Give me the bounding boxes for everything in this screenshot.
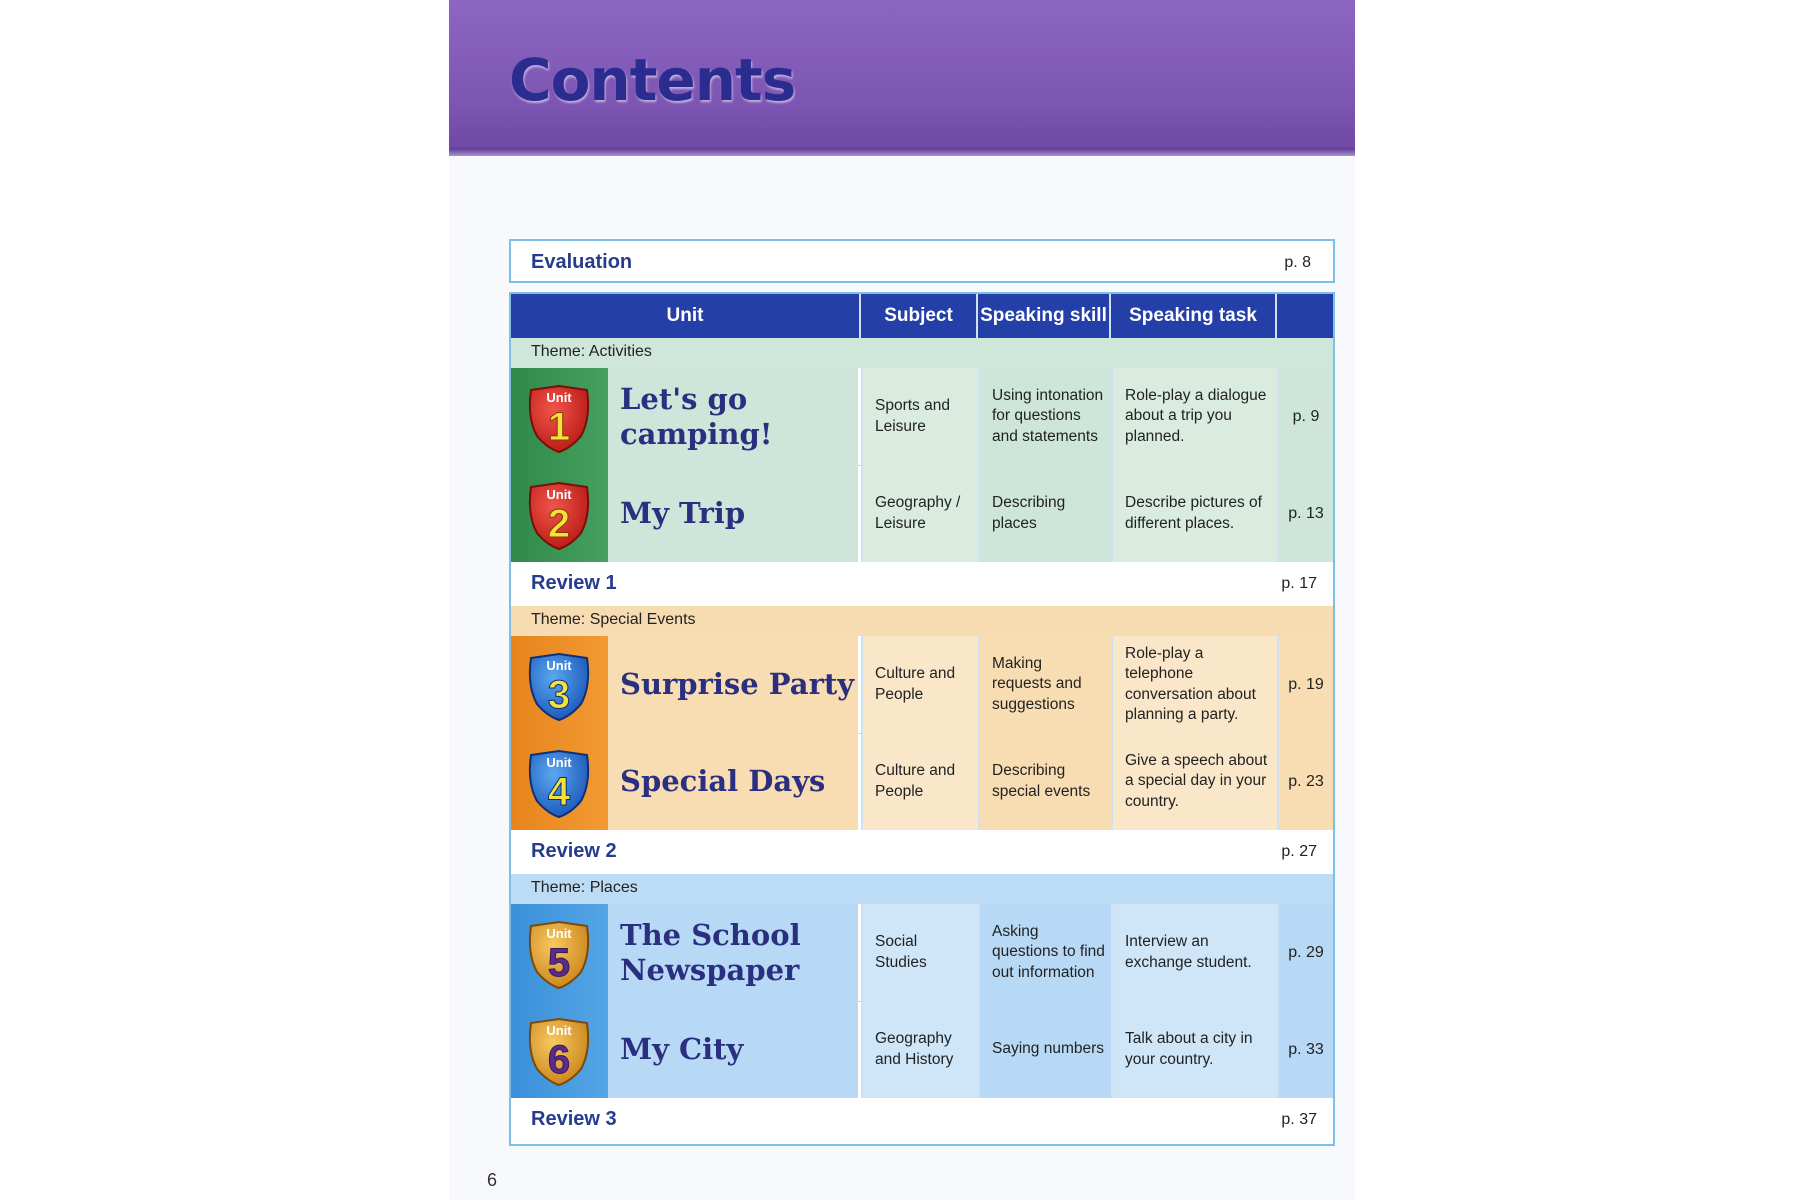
evaluation-row[interactable] xyxy=(509,239,1335,283)
task-cell xyxy=(1111,465,1277,562)
subject-cell xyxy=(861,636,978,733)
theme-label: Theme: Special Events xyxy=(531,611,696,628)
unit-badge-icon xyxy=(511,1001,608,1098)
unit-name-cell xyxy=(608,636,858,733)
badge-number: 2 xyxy=(547,502,571,546)
unit-badge-icon xyxy=(511,636,608,733)
badge-number: 1 xyxy=(547,405,571,449)
unit-title: Surprise Party xyxy=(620,667,855,702)
column-header-subject: Subject xyxy=(861,294,978,338)
skill-cell xyxy=(978,465,1111,562)
unit-title: The School Newspaper xyxy=(620,917,801,987)
column-header-speaking-task: Speaking task xyxy=(1111,294,1277,338)
unit-badge-icon xyxy=(511,368,608,465)
header-banner xyxy=(449,0,1355,148)
badge-word: Unit xyxy=(546,390,572,405)
skill-text: Saying numbers xyxy=(992,1040,1105,1058)
skill-text: Using intonation for questions and statements xyxy=(992,387,1104,445)
subject-text: Social Studies xyxy=(875,933,927,971)
page-ref: p. 23 xyxy=(1288,772,1324,790)
task-cell xyxy=(1111,636,1277,733)
subject-text: Culture and People xyxy=(875,762,956,800)
badge-number: 5 xyxy=(547,941,571,985)
review-page: p. 27 xyxy=(1281,843,1317,860)
unit-badge-cell xyxy=(511,636,608,733)
page-cell xyxy=(1277,636,1333,733)
task-text: Interview an exchange student. xyxy=(1125,933,1252,971)
subject-cell xyxy=(861,465,978,562)
evaluation-page: p. 8 xyxy=(1284,254,1311,271)
subject-text: Culture and People xyxy=(875,665,956,703)
page-cell xyxy=(1277,368,1333,465)
unit-row-2[interactable] xyxy=(511,465,1333,562)
column-header-page xyxy=(1277,294,1333,338)
skill-cell xyxy=(978,733,1111,830)
subject-cell xyxy=(861,904,978,1001)
page-title: Contents xyxy=(509,46,796,114)
page-cell xyxy=(1277,1001,1333,1098)
task-text: Role-play a dialogue about a trip you planned. xyxy=(1125,387,1267,445)
badge-number: 6 xyxy=(547,1038,571,1082)
task-text: Talk about a city in your country. xyxy=(1125,1030,1253,1068)
task-cell xyxy=(1111,368,1277,465)
badge-word: Unit xyxy=(546,1023,572,1038)
page-number: 6 xyxy=(487,1170,498,1190)
review-row-2[interactable] xyxy=(511,830,1333,874)
badge-word: Unit xyxy=(546,926,572,941)
page-ref: p. 29 xyxy=(1288,943,1324,961)
theme-label: Theme: Places xyxy=(531,879,638,896)
unit-badge-cell xyxy=(511,368,608,465)
subject-cell xyxy=(861,733,978,830)
unit-row-6[interactable] xyxy=(511,1001,1333,1098)
task-text: Role-play a telephone conversation about planning a party. xyxy=(1125,645,1256,723)
theme-label: Theme: Activities xyxy=(531,343,652,360)
review-label: Review 3 xyxy=(531,1108,617,1130)
badge-word: Unit xyxy=(546,658,572,673)
unit-title: Special Days xyxy=(620,764,826,799)
banner-stripe xyxy=(449,148,1355,156)
review-row-1[interactable] xyxy=(511,562,1333,606)
theme-row-places xyxy=(511,874,1333,904)
subject-text: Geography and History xyxy=(875,1030,954,1068)
unit-name-cell xyxy=(608,1001,858,1098)
review-label: Review 1 xyxy=(531,572,617,594)
unit-name-cell xyxy=(608,904,858,1001)
contents-page xyxy=(449,0,1355,1200)
unit-name-cell xyxy=(608,368,858,465)
unit-title: Let's go camping! xyxy=(620,381,773,451)
theme-row-activities xyxy=(511,338,1333,368)
skill-cell xyxy=(978,368,1111,465)
subject-text: Sports and Leisure xyxy=(875,397,950,435)
subject-cell xyxy=(861,368,978,465)
unit-badge-icon xyxy=(511,465,608,562)
unit-name-cell xyxy=(608,733,858,830)
review-page: p. 37 xyxy=(1281,1111,1317,1128)
subject-text: Geography / Leisure xyxy=(875,494,961,532)
badge-number: 3 xyxy=(547,673,571,717)
contents-table xyxy=(509,292,1335,1146)
unit-title: My City xyxy=(620,1032,744,1067)
badge-word: Unit xyxy=(546,487,572,502)
column-header-unit: Unit xyxy=(511,294,861,338)
page-ref: p. 19 xyxy=(1288,675,1324,693)
unit-title: My Trip xyxy=(620,496,746,531)
review-page: p. 17 xyxy=(1281,575,1317,592)
unit-name-cell xyxy=(608,465,858,562)
skill-text: Describing places xyxy=(992,494,1066,532)
skill-text: Making requests and suggestions xyxy=(992,655,1082,713)
skill-text: Asking questions to find out information xyxy=(992,923,1105,981)
evaluation-label: Evaluation xyxy=(531,251,633,273)
unit-badge-cell xyxy=(511,904,608,1001)
task-cell xyxy=(1111,1001,1277,1098)
badge-number: 4 xyxy=(547,770,571,814)
unit-row-1[interactable] xyxy=(511,368,1333,465)
unit-badge-cell xyxy=(511,1001,608,1098)
skill-cell xyxy=(978,904,1111,1001)
task-text: Describe pictures of different places. xyxy=(1125,494,1262,532)
skill-text: Describing special events xyxy=(992,762,1091,800)
column-header-speaking-skill: Speaking skill xyxy=(978,294,1111,338)
badge-word: Unit xyxy=(546,755,572,770)
unit-row-4[interactable] xyxy=(511,733,1333,830)
skill-cell xyxy=(978,636,1111,733)
review-row-3[interactable] xyxy=(511,1098,1333,1144)
unit-badge-cell xyxy=(511,465,608,562)
page-ref: p. 33 xyxy=(1288,1040,1324,1058)
unit-badge-icon xyxy=(511,733,608,830)
subject-cell xyxy=(861,1001,978,1098)
page-ref: p. 9 xyxy=(1292,407,1320,425)
unit-row-3[interactable] xyxy=(511,636,1333,733)
theme-row-special-events xyxy=(511,606,1333,636)
unit-badge-icon xyxy=(511,904,608,1001)
page-cell xyxy=(1277,465,1333,562)
unit-row-5[interactable] xyxy=(511,904,1333,1001)
task-cell xyxy=(1111,904,1277,1001)
skill-cell xyxy=(978,1001,1111,1098)
unit-badge-cell xyxy=(511,733,608,830)
task-cell xyxy=(1111,733,1277,830)
page-cell xyxy=(1277,904,1333,1001)
page-ref: p. 13 xyxy=(1288,504,1324,522)
page-cell xyxy=(1277,733,1333,830)
task-text: Give a speech about a special day in your country. xyxy=(1125,752,1268,810)
review-label: Review 2 xyxy=(531,840,617,862)
